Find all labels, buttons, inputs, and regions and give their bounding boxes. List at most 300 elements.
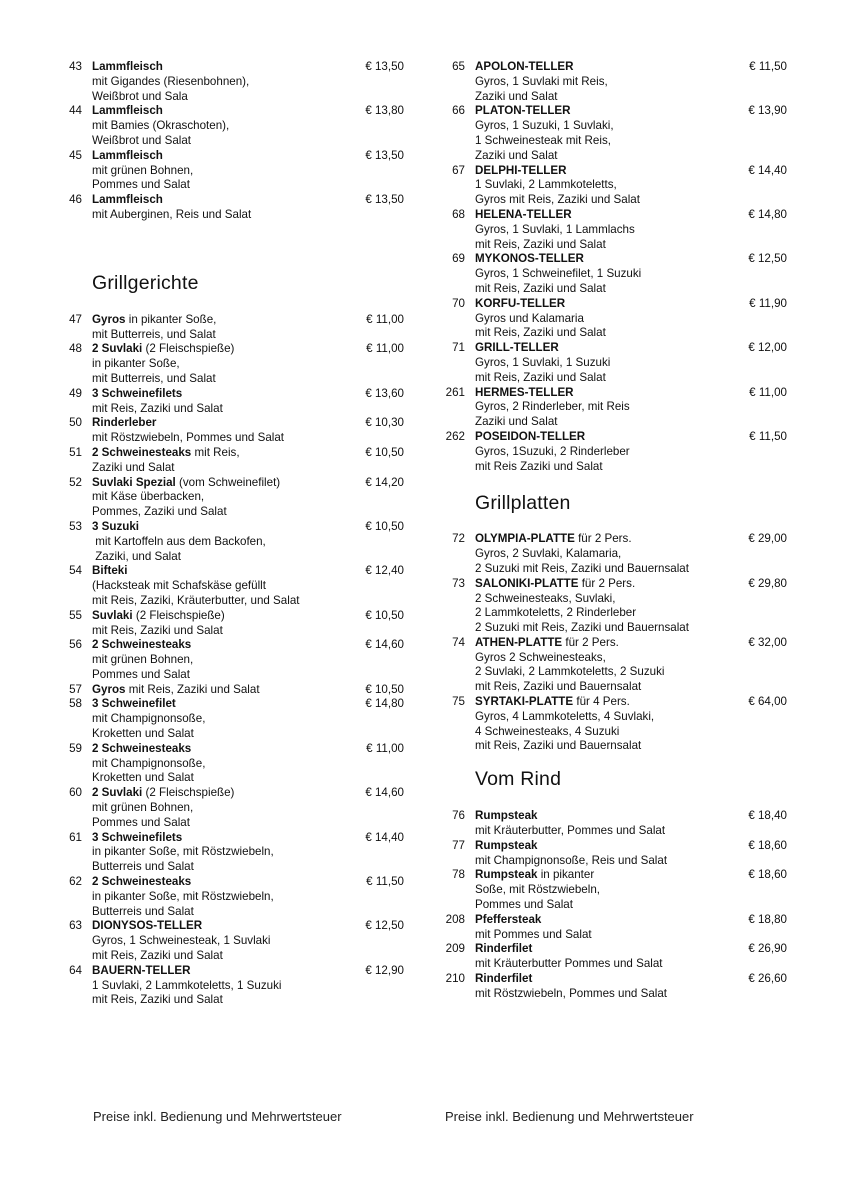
item-description: mit Reis, Zaziki und Salat (475, 237, 606, 251)
item-name-extra: für 2 Pers. (574, 532, 632, 546)
item-number: 59 (69, 741, 82, 755)
item-name: DELPHI-TELLER (475, 163, 567, 177)
item-number: 46 (69, 193, 82, 207)
item-name: 3 Schweinefilets (92, 386, 183, 400)
item-description: Gyros, 1 Suvlaki mit Reis, (475, 74, 608, 88)
item-number: 54 (69, 564, 82, 578)
menu-item (443, 60, 803, 104)
menu-item (443, 577, 803, 636)
menu-item (60, 387, 420, 417)
item-name: 2 Schweinesteaks (92, 741, 192, 755)
item-title-line (475, 868, 730, 883)
item-price: € 10,50 (365, 608, 404, 622)
item-name: Suvlaki Spezial (92, 475, 176, 489)
item-description: mit Champignonsoße, (92, 756, 206, 770)
item-description: mit Reis, Zaziki und Salat (475, 326, 606, 340)
item-title-line (475, 164, 730, 179)
menu-column-right (443, 60, 803, 1002)
item-price: € 29,80 (748, 576, 787, 590)
item-title-line (92, 964, 347, 979)
item-title-line (92, 60, 347, 75)
item-number: 209 (445, 942, 465, 956)
item-number: 56 (69, 638, 82, 652)
item-number: 68 (452, 207, 465, 221)
item-description: mit Gigandes (Riesenbohnen), (92, 74, 250, 88)
item-title-line (92, 476, 347, 491)
item-name: 2 Schweinesteaks (92, 638, 192, 652)
item-name: MYKONOS-TELLER (475, 252, 584, 266)
item-description: Butterreis und Salat (92, 904, 194, 918)
item-description: Kroketten und Salat (92, 727, 194, 741)
item-name-extra: für 2 Pers. (562, 635, 619, 649)
item-price: € 10,50 (365, 445, 404, 459)
menu-item (60, 60, 420, 104)
item-price: € 13,50 (365, 148, 404, 162)
menu-item (443, 532, 803, 576)
item-description: mit Reis Zaziki und Salat (475, 459, 603, 473)
item-title-line (92, 387, 347, 402)
menu-list-teller (443, 60, 803, 474)
menu-item (443, 252, 803, 296)
item-title-line (475, 341, 730, 356)
item-name: 2 Suvlaki (92, 342, 143, 356)
item-description: Gyros 2 Schweinesteaks, (475, 650, 606, 664)
item-title-line (475, 208, 730, 223)
item-description: Pommes und Salat (475, 898, 573, 912)
menu-item (443, 913, 803, 943)
menu-item (443, 839, 803, 869)
item-title-line (92, 697, 347, 712)
item-name: Lammfleisch (92, 60, 163, 73)
menu-item (60, 446, 420, 476)
item-price: € 11,00 (749, 385, 787, 399)
menu-item (443, 208, 803, 252)
item-description: 2 Schweinesteaks, Suvlaki, (475, 591, 616, 605)
item-title-line (92, 683, 347, 698)
item-title-line (475, 430, 730, 445)
menu-list-grillgerichte (60, 313, 420, 1008)
item-description: mit Bamies (Okraschoten), (92, 119, 230, 133)
item-price: € 10,30 (365, 416, 404, 430)
item-title-line (92, 609, 347, 624)
item-number: 58 (69, 697, 82, 711)
item-number: 43 (69, 60, 82, 73)
item-name: Rinderfilet (475, 972, 533, 986)
item-number: 53 (69, 519, 82, 533)
item-title-line (475, 104, 730, 119)
item-name: POSEIDON-TELLER (475, 429, 586, 443)
item-description: 1 Schweinesteak mit Reis, (475, 133, 611, 147)
section-title-vom-rind: Vom Rind (475, 768, 562, 791)
item-title-line (475, 297, 730, 312)
item-name: APOLON-TELLER (475, 60, 574, 73)
item-description: 2 Suzuki mit Reis, Zaziki und Bauernsalat (475, 561, 689, 575)
item-price: € 14,80 (365, 697, 404, 711)
menu-item (443, 386, 803, 430)
item-price: € 13,90 (748, 104, 787, 118)
menu-item (60, 416, 420, 446)
item-price: € 11,50 (749, 429, 787, 443)
item-description: mit Reis, Zaziki und Salat (92, 623, 223, 637)
item-name: Rumpsteak (475, 838, 538, 852)
item-description: Gyros und Kalamaria (475, 311, 584, 325)
item-number: 61 (69, 830, 82, 844)
item-number: 77 (452, 838, 465, 852)
item-title-line (92, 416, 347, 431)
menu-item (443, 695, 803, 754)
item-description: Pommes und Salat (92, 178, 190, 192)
item-number: 70 (452, 296, 465, 310)
item-name: Lammfleisch (92, 104, 163, 118)
item-price: € 11,50 (749, 60, 787, 73)
item-description: mit Champignonsoße, Reis und Salat (475, 853, 668, 867)
item-description: Pommes und Salat (92, 815, 190, 829)
item-price: € 12,00 (748, 341, 787, 355)
item-description: mit Auberginen, Reis und Salat (92, 207, 252, 221)
menu-item (443, 942, 803, 972)
item-description: mit Reis, Zaziki und Bauernsalat (475, 680, 642, 694)
menu-item (60, 313, 420, 343)
item-description: 4 Schweinesteaks, 4 Suzuki (475, 724, 620, 738)
item-name: Gyros (92, 312, 126, 326)
item-description: Gyros, 1 Schweinefilet, 1 Suzuki (475, 267, 642, 281)
menu-item (443, 972, 803, 1002)
menu-list-lamb (60, 60, 420, 223)
item-name-extra: in pikanter (537, 868, 595, 882)
item-name: Suvlaki (92, 608, 133, 622)
item-description: Gyros, 2 Suvlaki, Kalamaria, (475, 547, 622, 561)
item-title-line (92, 193, 347, 208)
item-description: Gyros, 1Suzuki, 2 Rinderleber (475, 444, 630, 458)
item-description: 2 Suvlaki, 2 Lammkoteletts, 2 Suzuki (475, 665, 665, 679)
item-description: mit Kräuterbutter Pommes und Salat (475, 957, 663, 971)
item-name-extra: (vom Schweinefilet) (175, 475, 281, 489)
item-description: mit Butterreis, und Salat (92, 327, 216, 341)
item-price: € 64,00 (748, 695, 787, 709)
item-name-extra: für 4 Pers. (573, 695, 630, 709)
item-title-line (92, 564, 347, 579)
item-title-line (92, 149, 347, 164)
item-price: € 26,60 (748, 972, 787, 986)
item-description: in pikanter Soße, mit Röstzwiebeln, (92, 845, 274, 859)
menu-item (443, 341, 803, 385)
item-price: € 32,00 (748, 635, 787, 649)
item-price: € 11,50 (366, 875, 404, 889)
item-description: Gyros mit Reis, Zaziki und Salat (475, 193, 640, 207)
menu-item (60, 742, 420, 786)
item-name: HERMES-TELLER (475, 385, 574, 399)
item-description: Pommes, Zaziki und Salat (92, 505, 227, 519)
menu-item (60, 786, 420, 830)
item-name: Rinderleber (92, 416, 157, 430)
menu-item (443, 809, 803, 839)
item-name: Bifteki (92, 564, 128, 578)
menu-item (443, 868, 803, 912)
item-title-line (475, 972, 730, 987)
item-name-extra: in pikanter Soße, (125, 312, 217, 326)
item-description: mit grünen Bohnen, (92, 653, 194, 667)
item-price: € 14,40 (365, 830, 404, 844)
item-price: € 14,40 (748, 163, 787, 177)
item-price: € 12,50 (748, 252, 787, 266)
item-price: € 14,20 (365, 475, 404, 489)
item-name: Rumpsteak (475, 868, 538, 882)
item-price: € 11,90 (749, 296, 787, 310)
item-description: Zaziki und Salat (475, 89, 558, 103)
item-price: € 26,90 (748, 942, 787, 956)
item-description: in pikanter Soße, mit Röstzwiebeln, (92, 889, 274, 903)
menu-item (60, 609, 420, 639)
menu-item (60, 193, 420, 223)
item-number: 47 (69, 312, 82, 326)
item-price: € 14,80 (748, 207, 787, 221)
item-title-line (475, 809, 730, 824)
item-description: mit Butterreis, und Salat (92, 371, 216, 385)
item-number: 261 (445, 385, 465, 399)
item-description: mit Reis, Zaziki und Bauernsalat (475, 739, 642, 753)
item-name: 2 Schweinesteaks (92, 445, 192, 459)
item-number: 210 (445, 972, 465, 986)
item-name: Lammfleisch (92, 193, 163, 207)
item-number: 51 (69, 445, 82, 459)
item-price: € 18,60 (748, 838, 787, 852)
menu-item (60, 342, 420, 386)
item-number: 208 (445, 912, 465, 926)
item-description: mit grünen Bohnen, (92, 163, 194, 177)
item-name: Rinderfilet (475, 942, 533, 956)
item-description: mit Champignonsoße, (92, 712, 206, 726)
item-title-line (92, 919, 347, 934)
item-number: 52 (69, 475, 82, 489)
item-description: Zaziki und Salat (475, 148, 558, 162)
item-number: 62 (69, 875, 82, 889)
item-number: 45 (69, 148, 82, 162)
item-price: € 18,40 (748, 809, 787, 823)
item-description: mit Käse überbacken, (92, 490, 205, 504)
item-description: Pommes und Salat (92, 667, 190, 681)
item-title-line (92, 446, 347, 461)
item-price: € 10,50 (365, 519, 404, 533)
item-name: OLYMPIA-PLATTE (475, 532, 575, 546)
item-price: € 18,80 (748, 912, 787, 926)
item-description: Zaziki und Salat (92, 460, 175, 474)
item-price: € 14,60 (365, 638, 404, 652)
item-title-line (475, 386, 730, 401)
item-price: € 12,50 (365, 919, 404, 933)
menu-item (60, 919, 420, 963)
item-name: BAUERN-TELLER (92, 963, 191, 977)
item-price: € 11,00 (366, 741, 404, 755)
menu-item (60, 964, 420, 1008)
menu-item (60, 149, 420, 193)
item-number: 78 (452, 868, 465, 882)
item-name-extra: für 2 Pers. (578, 576, 636, 590)
item-title-line (475, 252, 730, 267)
item-description: 1 Suvlaki, 2 Lammkoteletts, 1 Suzuki (92, 978, 282, 992)
item-name: 3 Schweinefilets (92, 830, 183, 844)
item-name: Rumpsteak (475, 809, 538, 823)
item-price: € 13,50 (365, 193, 404, 207)
item-name-extra: (2 Fleischspieße) (142, 342, 235, 356)
item-description: Gyros, 1 Suvlaki, 1 Lammlachs (475, 222, 635, 236)
menu-item (60, 564, 420, 608)
item-description: Gyros, 2 Rinderleber, mit Reis (475, 400, 630, 414)
item-description: mit Kräuterbutter, Pommes und Salat (475, 824, 666, 838)
item-name: SYRTAKI-PLATTE (475, 695, 574, 709)
item-name: DIONYSOS-TELLER (92, 919, 203, 933)
item-number: 48 (69, 342, 82, 356)
item-name-extra: mit Reis, Zaziki und Salat (125, 682, 260, 696)
footer-note-right: Preise inkl. Bedienung und Mehrwertsteuer (445, 1109, 694, 1124)
item-name: Gyros (92, 682, 126, 696)
item-description: 2 Suzuki mit Reis, Zaziki und Bauernsalat (475, 621, 689, 635)
menu-item (443, 104, 803, 163)
item-name-extra: (2 Fleischspieße) (142, 786, 235, 800)
item-description: 1 Suvlaki, 2 Lammkoteletts, (475, 178, 617, 192)
item-price: € 10,50 (365, 682, 404, 696)
item-name: SALONIKI-PLATTE (475, 576, 579, 590)
item-number: 49 (69, 386, 82, 400)
item-number: 262 (445, 429, 465, 443)
item-price: € 14,60 (365, 786, 404, 800)
item-description: Gyros, 4 Lammkoteletts, 4 Suvlaki, (475, 709, 655, 723)
menu-item (443, 297, 803, 341)
item-price: € 13,50 (365, 60, 404, 73)
item-description: Weißbrot und Sala (92, 89, 188, 103)
item-price: € 18,60 (748, 868, 787, 882)
menu-item (443, 164, 803, 208)
item-name: 3 Suzuki (92, 519, 140, 533)
menu-item (60, 875, 420, 919)
menu-item (60, 520, 420, 564)
item-description: mit Reis, Zaziki, Kräuterbutter, und Salat (92, 593, 300, 607)
item-title-line (475, 532, 730, 547)
menu-list-grillplatten (443, 532, 803, 754)
item-description: Zaziki und Salat (475, 415, 558, 429)
item-price: € 12,40 (365, 564, 404, 578)
item-description: Weißbrot und Salat (92, 133, 192, 147)
item-title-line (92, 342, 347, 357)
item-title-line (92, 831, 347, 846)
item-name: Lammfleisch (92, 148, 163, 162)
item-number: 75 (452, 695, 465, 709)
item-description: Butterreis und Salat (92, 860, 194, 874)
item-number: 64 (69, 963, 82, 977)
item-number: 65 (452, 60, 465, 73)
item-number: 74 (452, 635, 465, 649)
item-name-extra: (2 Fleischspieße) (132, 608, 225, 622)
item-title-line (475, 60, 730, 75)
menu-item (60, 476, 420, 520)
item-number: 55 (69, 608, 82, 622)
menu-item (443, 430, 803, 474)
menu-item (60, 683, 420, 698)
item-name: 2 Schweinesteaks (92, 875, 192, 889)
item-price: € 29,00 (748, 532, 787, 546)
item-name: Pfeffersteak (475, 912, 542, 926)
item-name: KORFU-TELLER (475, 296, 566, 310)
item-description: mit Reis, Zaziki und Salat (475, 370, 606, 384)
item-description: mit Reis, Zaziki und Salat (92, 949, 223, 963)
item-description: Gyros, 1 Schweinesteak, 1 Suvlaki (92, 934, 271, 948)
footer-note-left: Preise inkl. Bedienung und Mehrwertsteuer (93, 1109, 342, 1124)
item-title-line (92, 875, 347, 890)
item-number: 44 (69, 104, 82, 118)
item-number: 57 (69, 682, 82, 696)
item-description: mit Reis, Zaziki und Salat (475, 281, 606, 295)
item-name: 2 Suvlaki (92, 786, 143, 800)
menu-item (443, 636, 803, 695)
item-description: Kroketten und Salat (92, 771, 194, 785)
item-description: Soße, mit Röstzwiebeln, (475, 883, 601, 897)
item-name-extra: mit Reis, (191, 445, 240, 459)
item-number: 60 (69, 786, 82, 800)
item-name: 3 Schweinefilet (92, 697, 176, 711)
menu-item (60, 831, 420, 875)
item-title-line (475, 695, 730, 710)
item-description: in pikanter Soße, (92, 357, 180, 371)
item-description: 2 Lammkoteletts, 2 Rinderleber (475, 606, 637, 620)
item-title-line (92, 520, 347, 535)
item-title-line (475, 839, 730, 854)
item-number: 67 (452, 163, 465, 177)
item-name: GRILL-TELLER (475, 341, 559, 355)
item-title-line (92, 313, 347, 328)
menu-item (60, 104, 420, 148)
item-price: € 13,80 (365, 104, 404, 118)
item-description: Zaziki, und Salat (92, 549, 181, 563)
section-title-grillplatten: Grillplatten (475, 492, 571, 515)
item-title-line (475, 577, 730, 592)
item-title-line (92, 742, 347, 757)
item-number: 72 (452, 532, 465, 546)
item-description: mit Röstzwiebeln, Pommes und Salat (475, 986, 668, 1000)
item-description: mit Röstzwiebeln, Pommes und Salat (92, 431, 285, 445)
item-number: 73 (452, 576, 465, 590)
item-number: 76 (452, 809, 465, 823)
item-price: € 11,00 (366, 342, 404, 356)
item-description: mit Reis, Zaziki und Salat (92, 401, 223, 415)
item-title-line (475, 636, 730, 651)
item-number: 63 (69, 919, 82, 933)
item-description: Gyros, 1 Suzuki, 1 Suvlaki, (475, 119, 614, 133)
menu-list-vom-rind (443, 809, 803, 1001)
item-number: 50 (69, 416, 82, 430)
menu-item (60, 638, 420, 682)
item-number: 69 (452, 252, 465, 266)
menu-item (60, 697, 420, 741)
item-description: mit Reis, Zaziki und Salat (92, 993, 223, 1007)
item-price: € 13,60 (365, 386, 404, 400)
item-number: 66 (452, 104, 465, 118)
item-title-line (92, 104, 347, 119)
item-description: (Hacksteak mit Schafskäse gefüllt (92, 579, 266, 593)
item-number: 71 (452, 341, 465, 355)
item-name: PLATON-TELLER (475, 104, 571, 118)
item-price: € 11,00 (366, 312, 404, 326)
item-title-line (92, 786, 347, 801)
item-price: € 12,90 (365, 963, 404, 977)
section-title-grillgerichte: Grillgerichte (92, 271, 199, 294)
item-name: HELENA-TELLER (475, 207, 572, 221)
item-description: mit Kartoffeln aus dem Backofen, (92, 534, 266, 548)
item-description: mit Pommes und Salat (475, 927, 592, 941)
item-name: ATHEN-PLATTE (475, 635, 563, 649)
item-title-line (92, 638, 347, 653)
item-title-line (475, 942, 730, 957)
item-title-line (475, 913, 730, 928)
item-description: Gyros, 1 Suvlaki, 1 Suzuki (475, 355, 611, 369)
